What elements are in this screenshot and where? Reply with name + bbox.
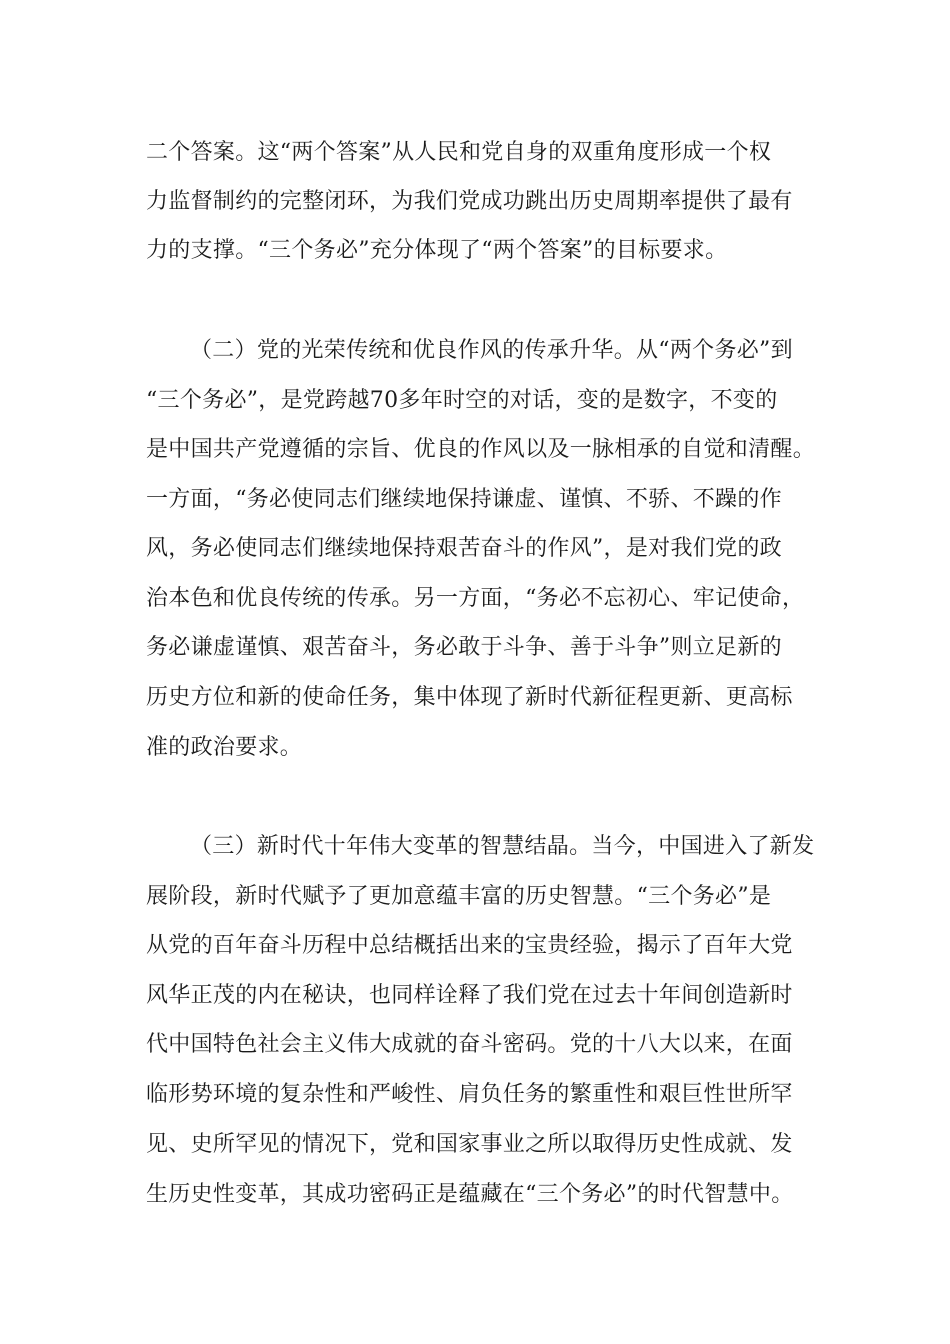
- text-line: （三）新时代十年伟大变革的智慧结晶。当今，中国进入了新发: [190, 834, 815, 859]
- text-line: 是中国共产党遵循的宗旨、优良的作风以及一脉相承的自觉和清醒。: [146, 437, 816, 462]
- text-line: 历史方位和新的使命任务，集中体现了新时代新征程更新、更高标: [146, 685, 793, 710]
- text-line: 见、史所罕见的情况下，党和国家事业之所以取得历史性成就、发: [146, 1132, 793, 1157]
- text-line: 务必谦虚谨慎、艰苦奋斗，务必敢于斗争、善于斗争”则立足新的: [146, 635, 782, 660]
- text-line: 风，务必使同志们继续地保持艰苦奋斗的作风”，是对我们党的政: [146, 536, 782, 561]
- text-line: 一方面，“务必使同志们继续地保持谦虚、谨慎、不骄、不躁的作: [146, 487, 782, 512]
- text-line: 准的政治要求。: [146, 735, 303, 760]
- text-line: 展阶段，新时代赋予了更加意蕴丰富的历史智慧。“三个务必”是: [146, 884, 772, 909]
- text-line: 临形势环境的复杂性和严峻性、肩负任务的繁重性和艰巨性世所罕: [146, 1082, 793, 1107]
- text-line: “三个务必”，是党跨越70多年时空的对话，变的是数字，不变的: [146, 388, 778, 413]
- text-line: 风华正茂的内在秘诀，也同样诠释了我们党在过去十年间创造新时: [146, 983, 793, 1008]
- text-line: 代中国特色社会主义伟大成就的奋斗密码。党的十八大以来，在面: [146, 1032, 793, 1057]
- text-line: 力监督制约的完整闭环，为我们党成功跳出历史周期率提供了最有: [146, 189, 793, 214]
- text-line: 从党的百年奋斗历程中总结概括出来的宝贵经验，揭示了百年大党: [146, 933, 793, 958]
- text-line: 力的支撑。“三个务必”充分体现了“两个答案”的目标要求。: [146, 238, 728, 263]
- text-line: 二个答案。这“两个答案”从人民和党自身的双重角度形成一个权: [146, 140, 772, 165]
- text-line: 治本色和优良传统的传承。另一方面，“务必不忘初心、牢记使命，: [146, 586, 805, 611]
- text-line: 生历史性变革，其成功密码正是蕴藏在“三个务必”的时代智慧中。: [146, 1182, 794, 1207]
- text-line: （二）党的光荣传统和优良作风的传承升华。从“两个务必”到: [190, 338, 793, 363]
